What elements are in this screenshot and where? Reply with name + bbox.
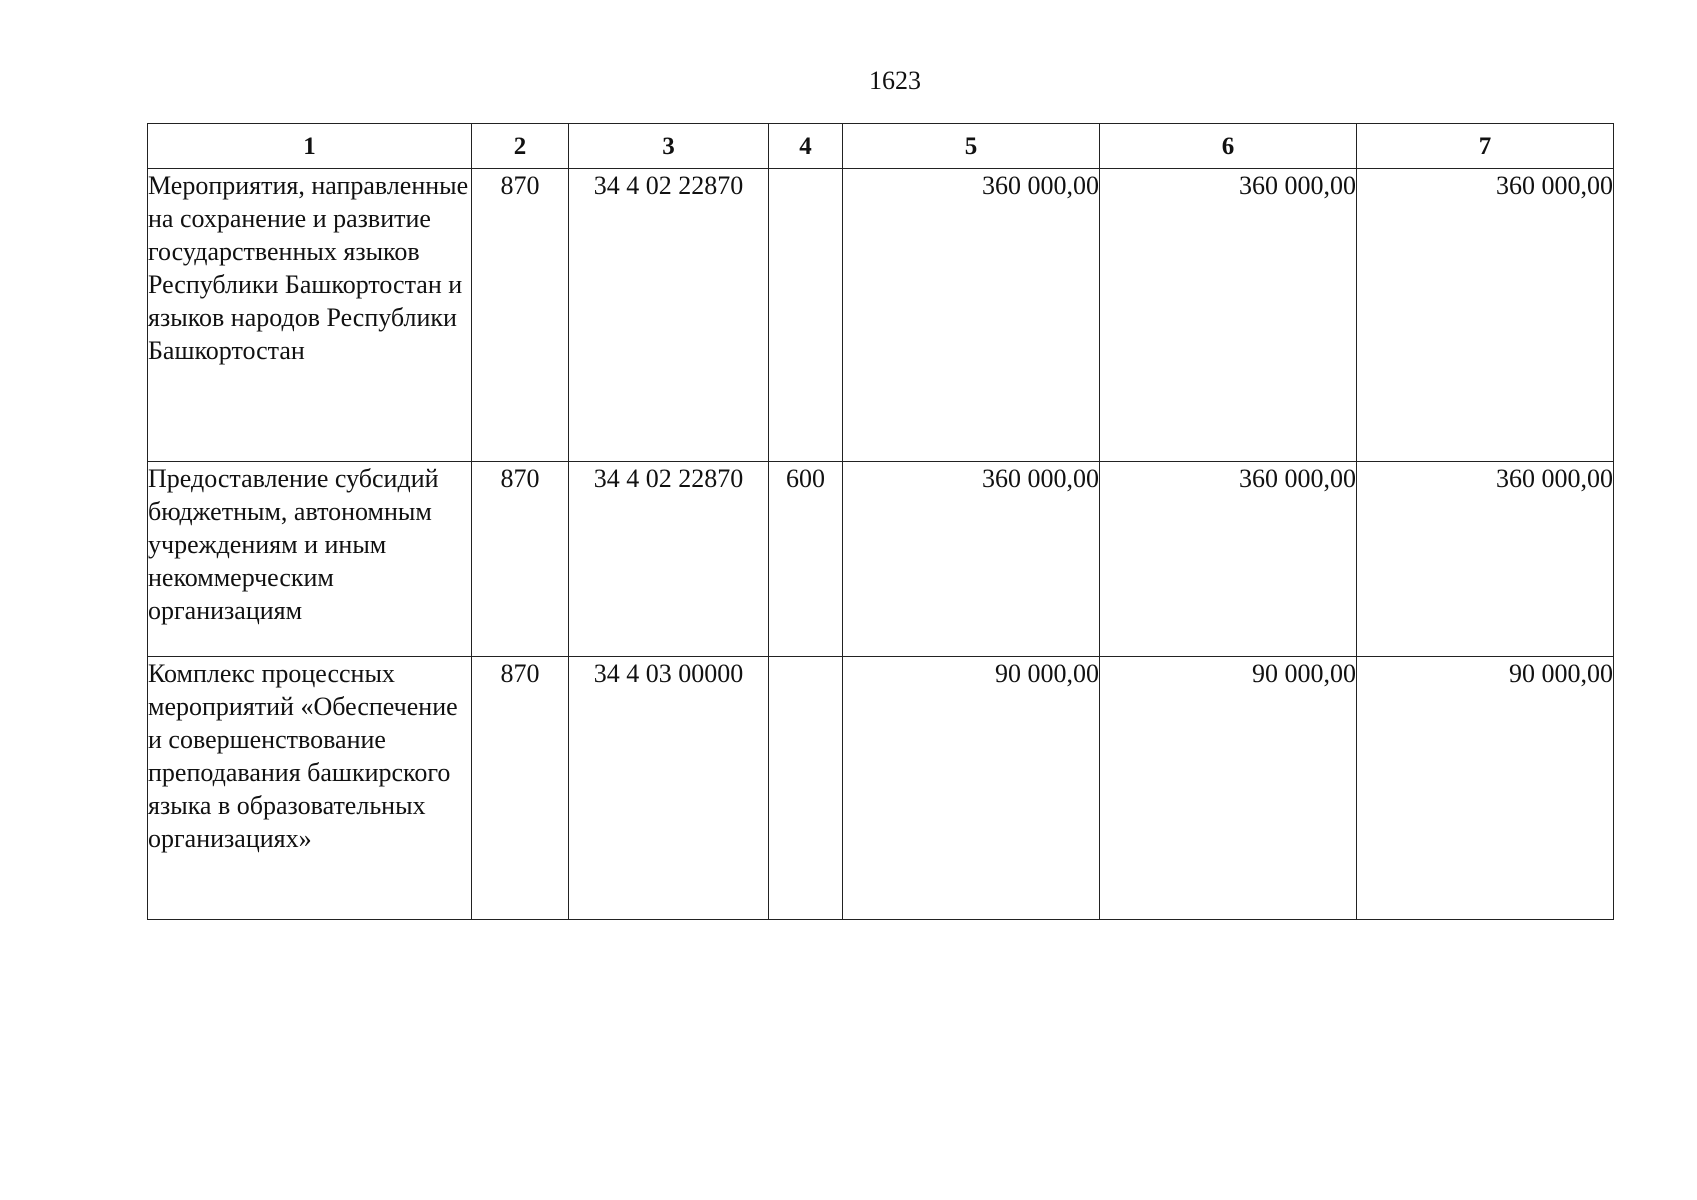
table-header-row: [148, 124, 1614, 169]
row-name: Комплекс процессных мероприятий «Обеспечение и совершенствование преподавания башкирского языка в образовательных организациях»: [148, 657, 472, 920]
row-code-col3: 34 4 02 22870: [569, 169, 769, 462]
row-amount-col6: 90 000,00: [1100, 657, 1357, 920]
row-code-col4: 600: [769, 462, 843, 657]
row-name: Предоставление субсидий бюджетным, автономным учреждениям и иным некоммерческим организациям: [148, 462, 472, 657]
row-amount-col5: 360 000,00: [843, 462, 1100, 657]
row-amount-col6: 360 000,00: [1100, 462, 1357, 657]
row-code-col3: 34 4 02 22870: [569, 462, 769, 657]
row-amount-col7: 360 000,00: [1357, 169, 1614, 462]
row-name: Мероприятия, направленные на сохранение и развитие государственных языков Республики Башкортостан и языков народов Республики Башкортостан: [148, 169, 472, 462]
row-amount-col7: 360 000,00: [1357, 462, 1614, 657]
table-row: [148, 169, 1614, 462]
row-code-col2: 870: [472, 462, 569, 657]
row-code-col2: 870: [472, 657, 569, 920]
page-number: 1623: [869, 66, 921, 95]
row-code-col3: 34 4 03 00000: [569, 657, 769, 920]
table-row: [148, 657, 1614, 920]
column-header-6: 6: [1100, 124, 1357, 169]
row-amount-col5: 90 000,00: [843, 657, 1100, 920]
column-header-2: 2: [472, 124, 569, 169]
row-code-col4: [769, 169, 843, 462]
row-code-col4: [769, 657, 843, 920]
column-header-5: 5: [843, 124, 1100, 169]
column-header-4: 4: [769, 124, 843, 169]
row-code-col2: 870: [472, 169, 569, 462]
table-row: [148, 462, 1614, 657]
row-amount-col5: 360 000,00: [843, 169, 1100, 462]
budget-table: [147, 123, 1614, 920]
row-amount-col7: 90 000,00: [1357, 657, 1614, 920]
column-header-1: 1: [148, 124, 472, 169]
column-header-3: 3: [569, 124, 769, 169]
column-header-7: 7: [1357, 124, 1614, 169]
row-amount-col6: 360 000,00: [1100, 169, 1357, 462]
